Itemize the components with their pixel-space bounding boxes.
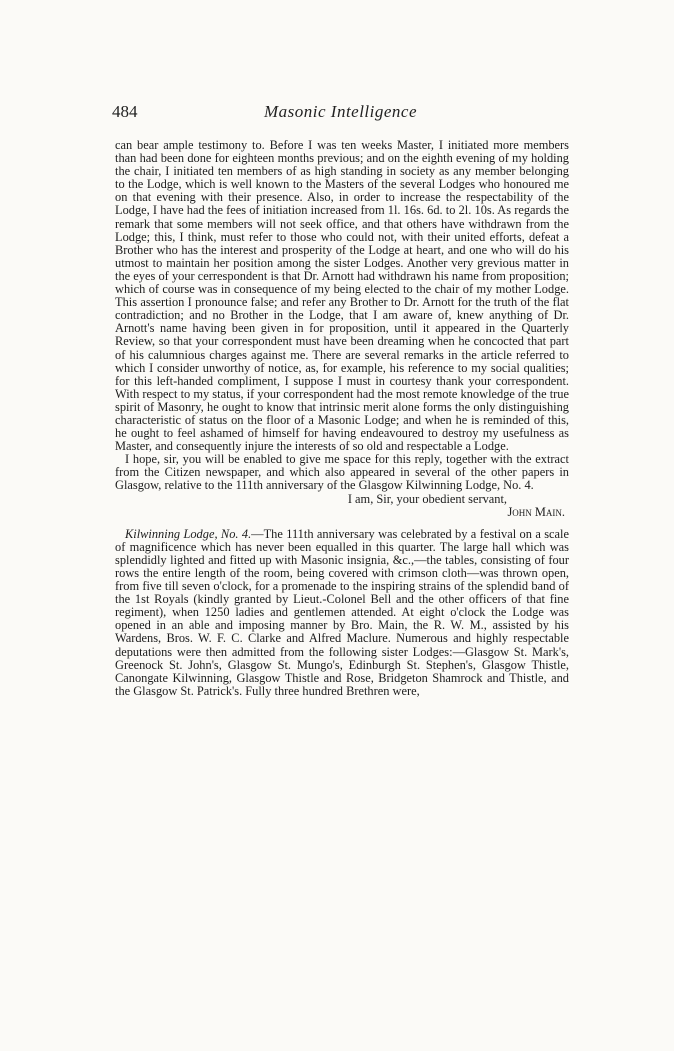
section-title: Kilwinning Lodge, No. 4.: [125, 526, 252, 541]
page-header: [112, 102, 569, 128]
letter-closing: I am, Sir, your obedient servant,: [347, 491, 507, 506]
running-head: Masonic Intelligence: [263, 102, 418, 121]
letter-signature: John Main.: [507, 504, 565, 519]
paragraph-continued: can bear ample testimony to. Before I was ten weeks Master, I initiated more members than had been done for eighteen months previous; and on the eighth evening of my holding the chair, I initiated ten members of as high standing in society as any member belonging to the Lodge, which is well known to the Masters of the several Lodges who honoured me on that evening with their presence. Also, in order to increase the respectability of the Lodge, I have had the fees of initiation increased from 1l. 16s. 6d. to 2l. 10s. As regards the remark that some members will not seek office, and that others have withdrawn from the Lodge; this, I think, must refer to those who could not, with their united efforts, defeat a Brother who has the interest and prosperity of the Lodge at heart, and one who will do his utmost to maintain her position among the sister Lodges. Another very grevious matter in the eyes of your cerrespondent is that Dr. Arnott had withdrawn his name from proposition; which of course was in consequence of my being elected to the chair of my mother Lodge. This assertion I pronounce false; and refer any Brother to Dr. Arnott for the truth of the flat contradiction; and no Brother in the Lodge, that I am aware of, knew anything of Dr. Arnott's name having been given in for proposition, until it appeared in the Quarterly Review, so that your correspondent must have been dreaming when he concocted that part of his calumnious charges against me. There are several remarks in the article referred to which I consider unworthy of notice, as, for example, his reference to my social qualities; for this left-handed compliment, I suppose I must in courtesy thank your correspondent. With respect to my status, if your correspondent had the most remote knowledge of the true spirit of Masonry, he ought to know that intrinsic merit alone forms the only distinguishing characteristic of status on the floor of a Masonic Lodge; and when he is reminded of this, he ought to feel ashamed of himself for having endeavoured to destroy my usefulness as Master, and consequently injure the interests of so old and respectable a Lodge.: [115, 138, 569, 454]
section-kilwinning: [115, 528, 569, 698]
paragraph-request: I hope, sir, you will be enabled to give me space for this reply, together with the extract from the Citizen newspaper, and which also appeared in several of the other papers in Glasgow, relative to the 111th anniversary of the Glasgow Kilwinning Lodge, No. 4.: [115, 452, 569, 493]
section-text: —The 111th anniversary was celebrated by a festival on a scale of magnificence which has never been equalled in this quarter. The large hall which was splendidly lighted and fitted up with Masonic insignia, &c.,—the tables, consisting of four rows the entire length of the room, being covered with crimson cloth—was thrown open, from five till seven o'clock, for a promenade to the inspiring strains of the splendid band of the 1st Royals (kindly granted by Lieut.-Colonel Bell and the other officers of that fine regiment), when 1250 ladies and gentlemen attended. At eight o'clock the Lodge was opened in an able and imposing manner by Bro. Main, the R. W. M., assisted by his Wardens, Bros. W. F. C. Clarke and Alfred Maclure. Numerous and highly respectable deputations were then admitted from the following sister Lodges:—Glasgow St. Mark's, Greenock St. John's, Glasgow St. Mungo's, Edinburgh St. Stephen's, Glasgow Thistle, Canongate Kilwinning, Glasgow Thistle and Rose, Bridgeton Shamrock and Thistle, and the Glasgow St. Patrick's. Fully three hundred Brethren were,: [115, 526, 569, 698]
page-number: 484: [112, 102, 138, 121]
body-text: [115, 139, 569, 698]
